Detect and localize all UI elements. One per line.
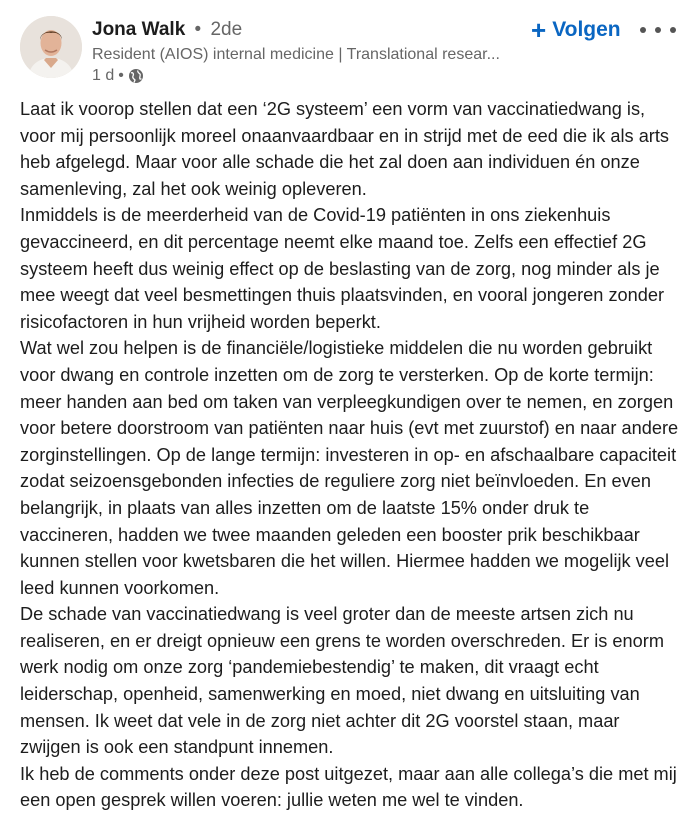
follow-button[interactable] [527, 14, 625, 46]
globe-icon [128, 68, 144, 84]
avatar-photo [20, 16, 82, 78]
separator-dot: • [194, 19, 202, 40]
author-headline: Resident (AIOS) internal medicine | Translational resear... [92, 46, 500, 63]
author-avatar[interactable] [20, 16, 82, 78]
post-body [20, 96, 680, 814]
more-dot [655, 27, 661, 33]
post-header [0, 0, 692, 92]
post-paragraph: Laat ik voorop stellen dat een ‘2G systeem’ een vorm van vaccinatiedwang is, voor mij persoonlijk moreel onaanvaardbaar en in strijd met de eed die ik als arts heb afgelegd. Maar voor alle schade die het zal doen aan individuen én onze samenleving, zal het ook weinig opleveren. [20, 99, 670, 199]
connection-degree: 2de [210, 19, 243, 40]
post-paragraph: De schade van vaccinatiedwang is veel groter dan de meeste artsen zich nu realiseren, en er dreigt opnieuw een grens te worden overschreden. Er is enorm werk nodig om onze zorg ‘pandemiebestendig’ te maken, dit vraagt echt leiderschap, openheid, samenwerking en moed, niet dwang en uitsluiting van mensen. Ik weet dat vele in de zorg niet achter dit 2G voorstel staan, maar zwijgen is ook een standpunt innemen. [20, 604, 664, 758]
more-dot [640, 27, 646, 33]
more-options-icon[interactable] [640, 18, 676, 42]
post-meta [92, 66, 144, 86]
separator-dot: • [118, 67, 124, 84]
more-dot [670, 27, 676, 33]
post-time: 1 d [92, 67, 115, 84]
author-name[interactable]: Jona Walk [92, 19, 186, 40]
plus-icon: + [531, 15, 547, 45]
post-paragraph: Inmiddels is de meerderheid van de Covid-19 patiënten in ons ziekenhuis gevaccineerd, en dit percentage neemt elke maand toe. Zelfs een effectief 2G systeem heeft dus weinig effect op de beslasting van de zorg, nog minder als je mee weegt dat veel besmettingen thuis plaatsvinden, en vooral jongeren zonder risicofactoren in hun vrijheid worden beperkt. [20, 205, 665, 332]
follow-label: Volgen [552, 18, 621, 41]
post-paragraph: Wat wel zou helpen is de financiële/logistieke middelen die nu worden gebruikt voor dwang en controle inzetten om de zorg te versterken. Op de korte termijn: meer handen aan bed om taken van verpleegkundigen over te nemen, en zorgen voor betere doorstroom van patiënten naar huis (evt met zuurstof) en naar andere zorginstellingen. Op de lange termijn: investeren in op- en afschaalbare capaciteit zodat seizoensgebonden infecties de reguliere zorg niet beïnvloeden. En even belangrijk, in plaats van alles inzetten om de laatste 15% onder druk te vaccineren, hadden we twee maanden geleden een booster prik beschikbaar kunnen stellen voor kwetsbaren die het willen. Hiermee hadden we mogelijk veel leed kunnen voorkomen. [20, 338, 679, 598]
author-line [92, 18, 242, 42]
post-paragraph: Ik heb de comments onder deze post uitgezet, maar aan alle collega’s die met mij een open gesprek willen voeren: jullie weten me wel te vinden. [20, 763, 677, 811]
